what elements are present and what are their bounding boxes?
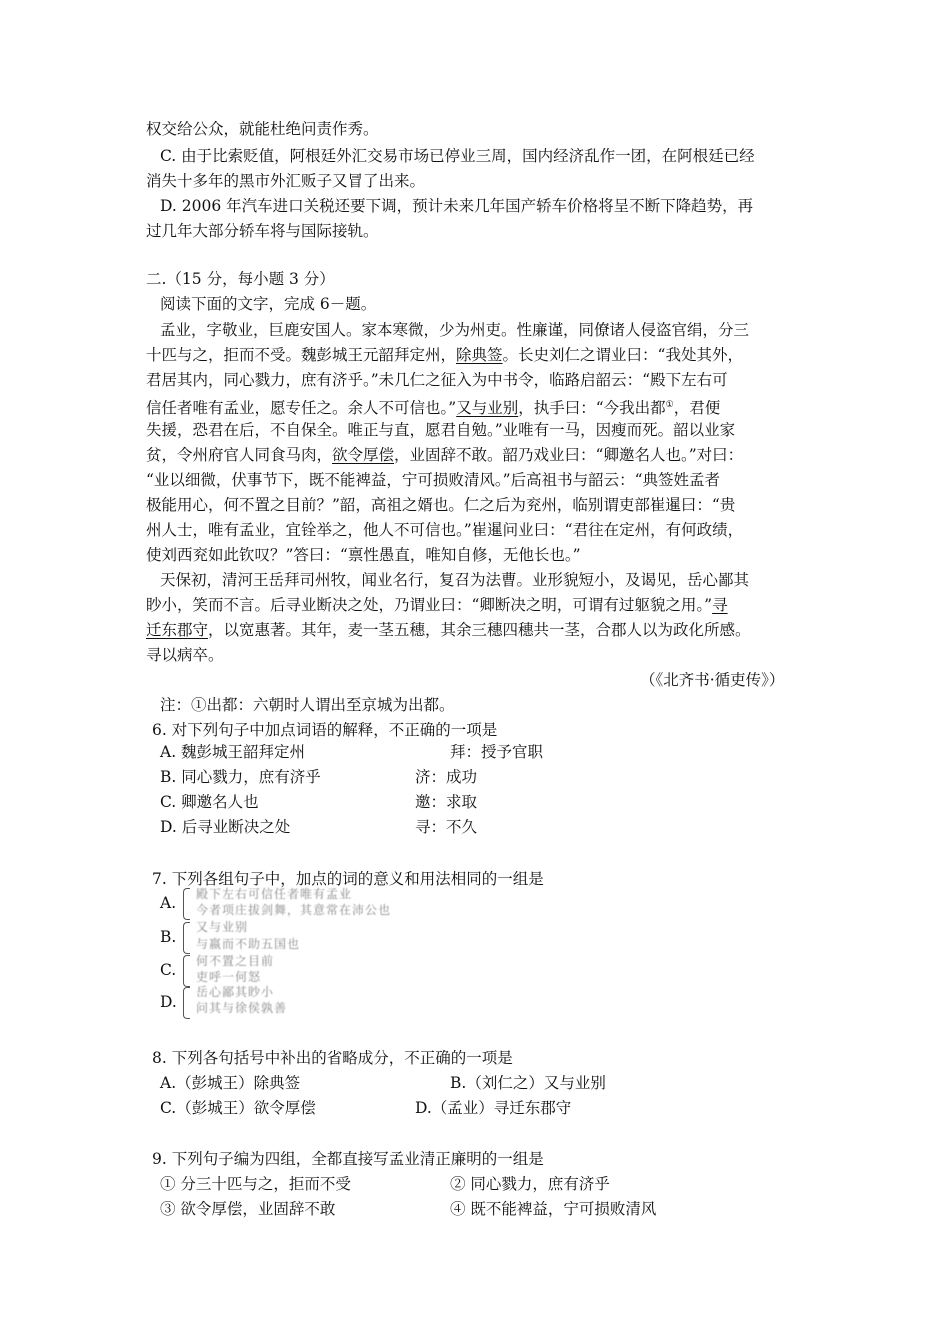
- passage-line: 失援，恐君在后，不自保全。唯正与直，愿君自勉。”业唯有一马，因瘦而死。韶以业家: [146, 421, 736, 439]
- q8-option-b: B.（刘仁之）又与业别: [450, 1074, 606, 1092]
- passage-line: 君居其内，同心戮力，庶有济乎。”未几仁之征入为中书令，临路启韶云：“殿下左右可: [146, 371, 728, 389]
- footnote-marker: ①: [665, 400, 674, 410]
- footnote: 注：①出都：六朝时人谓出至京城为出都。: [160, 696, 455, 714]
- q7-faint-text: 与嬴而不助五国也: [196, 937, 301, 951]
- q6-gloss-b: 济：成功: [415, 768, 478, 786]
- q6-option-a: A. 魏彭城王韶拜定州: [160, 743, 306, 761]
- brace-icon: [183, 987, 190, 1019]
- q7-label-a: A.: [160, 894, 177, 912]
- q6-option-b: B. 同心戮力，庶有济乎: [160, 768, 321, 786]
- passage-source: （《北齐书·循吏传》）: [640, 671, 785, 689]
- q9-option-2: ② 同心戮力，庶有济乎: [450, 1175, 610, 1193]
- passage-line: 使刘西兖如此钦叹？”答曰：“禀性愚直，唯知自修，无他长也。”: [146, 546, 581, 564]
- q6-gloss-d: 寻：不久: [415, 818, 478, 836]
- passage-line: 孟业，字敬业，巨鹿安国人。家本寒微，少为州吏。性廉谨，同僚诸人侵盗官绢，分三: [160, 321, 750, 339]
- passage-line: 迁东郡守，以宽惠著。其年，麦一茎五穗，其余三穗四穗共一茎，合郡人以为政化所感。: [146, 621, 751, 639]
- passage-line: 寻以病卒。: [146, 646, 224, 664]
- q9-option-1: ① 分三十匹与之，拒而不受: [160, 1175, 351, 1193]
- underlined-phrase: 除典签: [456, 346, 503, 364]
- q7-faint-text: 岳心鄙其眇小: [196, 985, 275, 999]
- q8-stem: 8. 下列各句括号中补出的省略成分，不正确的一项是: [152, 1049, 513, 1067]
- q6-gloss-c: 邀：求取: [415, 793, 478, 811]
- option-c-line1: C. 由于比索贬值，阿根廷外汇交易市场已停业三周，国内经济乱作一团，在阿根廷已经: [160, 147, 755, 165]
- q7-faint-text: 何不置之目前: [196, 954, 275, 968]
- q8-option-a: A.（彭城王）除典签: [160, 1074, 301, 1092]
- underlined-phrase: 欲令厚偿: [332, 446, 395, 464]
- q7-faint-text: 今者项庄拔剑舞，其意常在沛公也: [196, 903, 392, 917]
- passage-line: 信任者唯有孟业，愿专任之。余人不可信也。”又与业别，执手曰：“今我出都①，君便: [146, 399, 721, 418]
- passage-line: 极能用心，何不置之目前？”韶，高祖之婿也。仁之后为兖州，临别谓吏部崔暹曰：“贵: [146, 496, 736, 514]
- q6-option-d: D. 后寻业断决之处: [160, 818, 291, 836]
- option-d-line2: 过几年大部分轿车将与国际接轨。: [146, 222, 379, 240]
- q9-option-3: ③ 欲令厚偿，业固辞不敢: [160, 1200, 336, 1218]
- passage-line: “业以细微，伏事节下，既不能裨益，宁可损败清风。”后高祖书与韶云：“典签姓孟者: [146, 471, 721, 489]
- section-header: 二.（15 分，每小题 3 分）: [146, 270, 335, 288]
- q9-option-4: ④ 既不能裨益，宁可损败清风: [450, 1200, 657, 1218]
- section-instruction: 阅读下面的文字，完成 6－题。: [160, 295, 377, 313]
- option-c-line2: 消失十多年的黑市外汇贩子又冒了出来。: [146, 172, 426, 190]
- q7-label-c: C.: [160, 961, 177, 979]
- q7-faint-text: 问其与徐侯孰善: [196, 1001, 288, 1015]
- q9-stem: 9. 下列句子编为四组，全都直接写孟业清正廉明的一组是: [152, 1150, 544, 1168]
- q7-label-d: D.: [160, 993, 177, 1011]
- passage-line: 天保初，清河王岳拜司州牧，闻业名行，复召为法曹。业形貌短小，及谒见，岳心鄙其: [160, 571, 750, 589]
- underlined-phrase: 又与业别: [456, 399, 519, 418]
- q7-stem: 7. 下列各组句子中，加点的词的意义和用法相同的一组是: [152, 870, 544, 888]
- passage-line: 贫，令州府官人同食马肉，欲令厚偿，业固辞不敢。韶乃戏业曰：“卿邀名人也。”对曰：: [146, 446, 744, 464]
- q7-faint-text: 又与业别: [196, 920, 249, 934]
- brace-icon: [183, 922, 190, 954]
- intro-line: 权交给公众，就能杜绝问责作秀。: [146, 120, 379, 138]
- passage-line: 州人士，唯有孟业，宜铨举之，他人不可信也。”崔暹问业曰：“君往在定州，有何政绩，: [146, 521, 744, 539]
- passage-line: 十匹与之，拒而不受。魏彭城王元韶拜定州，除典签。长史刘仁之谓业曰：“我处其外，: [146, 346, 743, 364]
- q6-gloss-a: 拜：授予官职: [450, 743, 544, 761]
- brace-icon: [183, 955, 190, 987]
- q7-label-b: B.: [160, 928, 177, 946]
- q8-option-c: C.（彭城王）欲令厚偿: [160, 1099, 316, 1117]
- underlined-phrase: 寻: [712, 596, 728, 614]
- passage-line: 眇小，笑而不言。后寻业断决之处，乃谓业曰：“卿断决之明，可谓有过躯貌之用。”寻: [146, 596, 728, 614]
- q8-option-d: D.（孟业）寻迁东郡守: [415, 1099, 572, 1117]
- q6-option-c: C. 卿邀名人也: [160, 793, 259, 811]
- q7-faint-text: 吏呼一何怒: [196, 970, 262, 984]
- brace-icon: [183, 888, 190, 920]
- q6-stem: 6. 对下列句子中加点词语的解释，不正确的一项是: [152, 721, 498, 739]
- underlined-phrase: 迁东郡守: [146, 621, 209, 639]
- option-d-line1: D. 2006 年汽车进口关税还要下调，预计未来几年国产轿车价格将呈不断下降趋势，再: [160, 197, 754, 215]
- q7-faint-text: 殿下左右可信任者唯有孟业: [196, 887, 353, 901]
